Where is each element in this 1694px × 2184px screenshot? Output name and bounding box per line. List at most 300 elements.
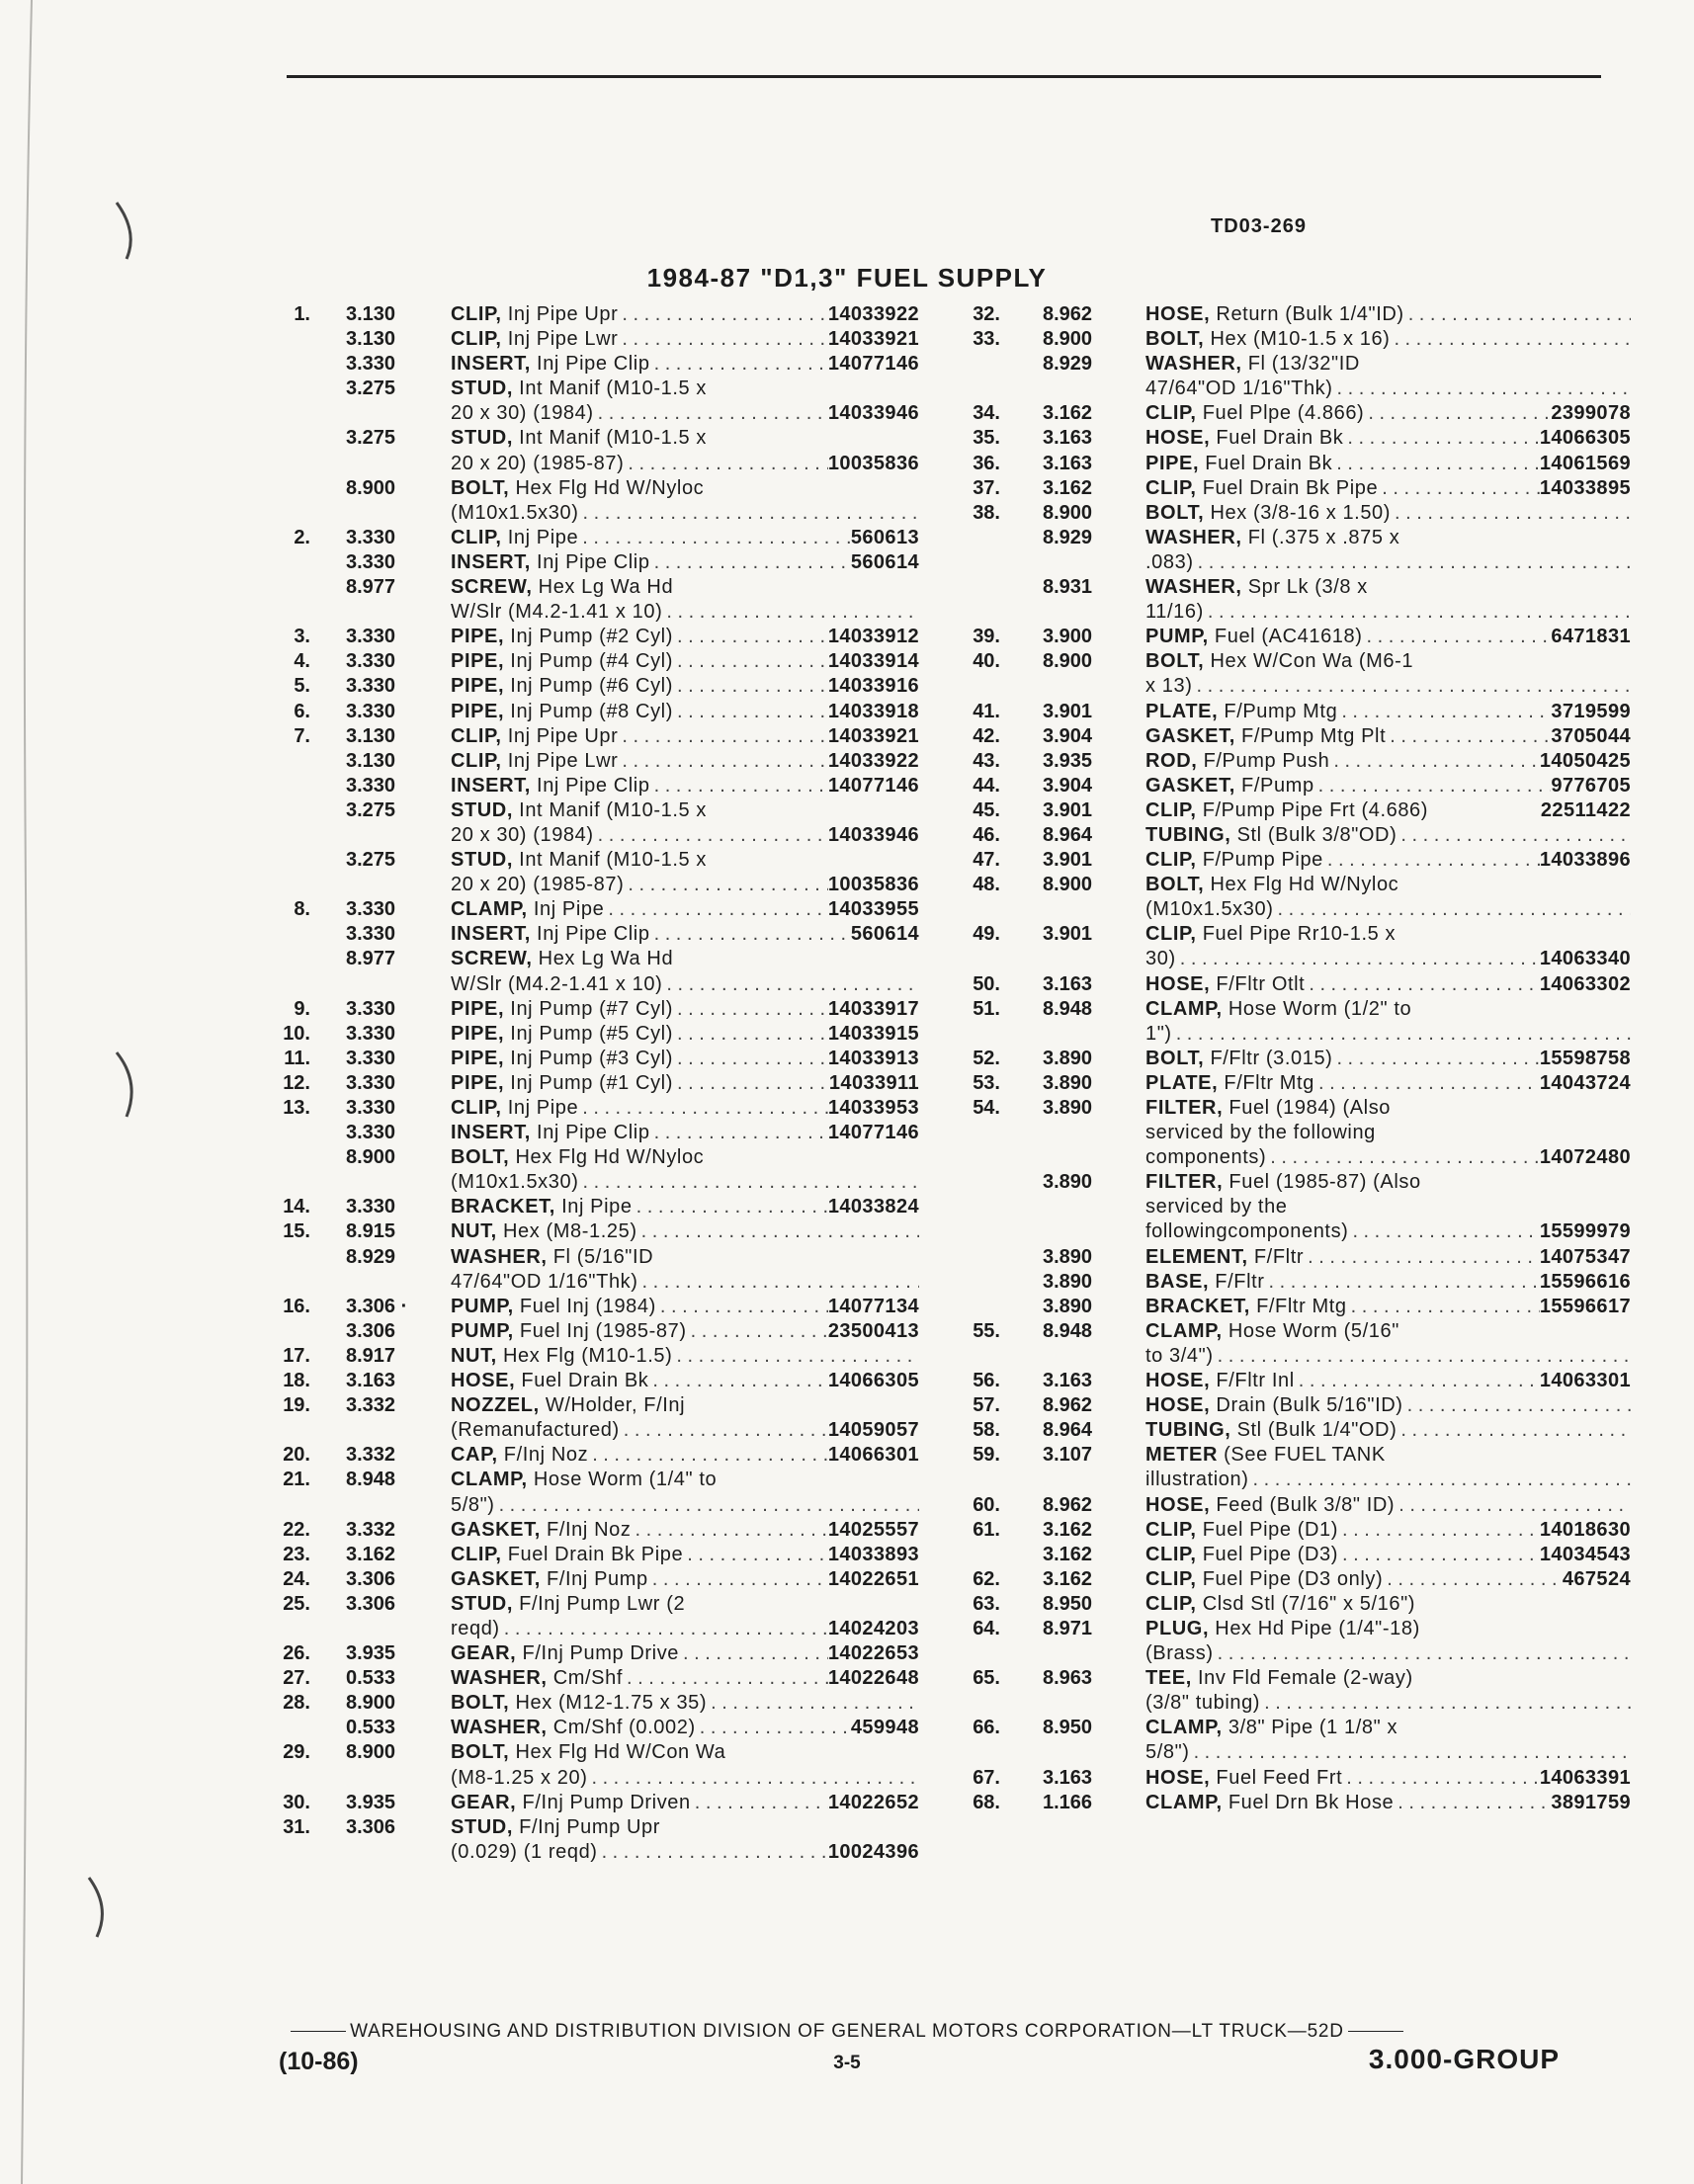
- parts-row: [949, 1592, 1631, 1617]
- part-description: [451, 1815, 919, 1840]
- part-description: [451, 1443, 919, 1468]
- part-detail: Inj Pipe Lwr: [501, 328, 619, 351]
- part-description: [451, 452, 919, 476]
- part-keyword: INSERT,: [451, 1122, 531, 1144]
- part-description: [451, 823, 919, 848]
- group-number: 3.330: [346, 626, 396, 648]
- part-keyword: BRACKET,: [1145, 1295, 1250, 1317]
- group-number: 3.275: [346, 378, 396, 400]
- part-description: [1145, 452, 1631, 476]
- dot-leader: [1420, 1617, 1631, 1641]
- part-description: [451, 401, 919, 426]
- part-detail: (Brass): [1145, 1642, 1214, 1665]
- part-number: 14077134: [827, 1295, 919, 1317]
- part-keyword: CLIP,: [451, 1543, 502, 1565]
- part-number: 14033893: [827, 1543, 919, 1565]
- part-description: [1145, 1270, 1631, 1295]
- part-detail: Hex Lg Wa Hd: [532, 576, 674, 599]
- dot-leader: [1192, 674, 1631, 699]
- part-detail: Int Manif (M10-1.5 x: [513, 849, 707, 872]
- part-description: [451, 1170, 919, 1195]
- part-keyword: CLAMP,: [1145, 1791, 1223, 1813]
- part-keyword: WASHER,: [451, 1667, 548, 1690]
- dot-leader: [1404, 302, 1631, 327]
- group-number: 8.900: [346, 1741, 396, 1764]
- part-detail: Fuel Feed Frt: [1210, 1766, 1343, 1789]
- part-description: [1145, 700, 1631, 724]
- item-number: 57.: [973, 1394, 1000, 1417]
- group-number: 3.163: [1043, 972, 1093, 995]
- dot-leader: [650, 352, 828, 377]
- group-number: 8.900: [1043, 328, 1093, 351]
- part-detail: F/Fltr Mtg: [1249, 1295, 1347, 1317]
- dot-leader: [660, 1815, 919, 1840]
- part-keyword: STUD,: [451, 1815, 513, 1838]
- part-detail: x 13): [1145, 675, 1193, 698]
- part-detail: Inj Pipe: [501, 1097, 579, 1119]
- parts-row: [949, 1195, 1631, 1219]
- part-keyword: INSERT,: [451, 774, 531, 797]
- part-description: [451, 1518, 919, 1543]
- parts-row: [949, 327, 1631, 352]
- part-detail: Inj Pipe Clip: [530, 923, 650, 946]
- part-detail: W/Slr (M4.2-1.41 x 10): [451, 972, 663, 995]
- item-number: 40.: [973, 650, 1000, 673]
- part-description: [451, 1319, 919, 1344]
- part-number: 14024203: [827, 1617, 919, 1639]
- dot-leader: [704, 1145, 919, 1170]
- part-detail: 20 x 30) (1984): [451, 402, 594, 425]
- group-number: 8.950: [1043, 1717, 1093, 1739]
- part-description: [1145, 575, 1631, 600]
- parts-row: [949, 1518, 1631, 1543]
- part-description: [1145, 550, 1631, 575]
- part-keyword: HOSE,: [1145, 1493, 1211, 1516]
- part-detail: F/Inj Noz: [540, 1518, 632, 1541]
- dot-leader: [1343, 426, 1539, 451]
- part-keyword: BOLT,: [1145, 874, 1205, 896]
- part-detail: Inj Pipe Clip: [530, 550, 650, 573]
- part-description: [451, 352, 919, 377]
- group-number: 3.330: [346, 923, 396, 946]
- item-number: 54.: [973, 1097, 1000, 1119]
- part-keyword: CLIP,: [451, 749, 502, 772]
- part-detail: reqd): [451, 1617, 500, 1639]
- part-keyword: CLIP,: [1145, 1592, 1197, 1615]
- part-keyword: WASHER,: [1145, 526, 1242, 548]
- dot-leader: [1386, 1443, 1631, 1468]
- item-number: 45.: [973, 798, 1000, 821]
- parts-row: [259, 1716, 919, 1740]
- part-description: [451, 426, 919, 451]
- dot-leader: [648, 1369, 827, 1393]
- part-detail: Spr Lk (3/8 x: [1241, 576, 1368, 599]
- part-keyword: PIPE,: [451, 650, 505, 673]
- item-number: 33.: [973, 328, 1000, 351]
- part-detail: (M10x1.5x30): [1145, 898, 1274, 921]
- part-number: 15596616: [1539, 1270, 1631, 1293]
- part-detail: Hose Worm (1/4" to: [527, 1469, 718, 1491]
- dot-leader: [1314, 1071, 1540, 1096]
- parts-row: [259, 625, 919, 649]
- item-number: 24.: [283, 1567, 310, 1590]
- dot-leader: [707, 798, 919, 823]
- part-detail: F/Inj Pump Drive: [516, 1642, 680, 1665]
- item-number: 62.: [973, 1567, 1000, 1590]
- part-description: [451, 1393, 919, 1418]
- part-detail: W/Slr (M4.2-1.41 x 10): [451, 601, 663, 624]
- item-number: 13.: [283, 1097, 310, 1119]
- part-keyword: NUT,: [451, 1220, 497, 1243]
- parts-row: [949, 1617, 1631, 1641]
- part-description: [451, 1245, 919, 1270]
- part-keyword: BOLT,: [451, 1146, 510, 1169]
- part-description: [1145, 897, 1631, 922]
- parts-row: [949, 997, 1631, 1022]
- parts-row: [259, 575, 919, 600]
- dot-leader: [1378, 476, 1540, 501]
- group-number: 3.330: [346, 650, 396, 673]
- parts-row: [949, 649, 1631, 674]
- part-detail: followingcomponents): [1145, 1220, 1349, 1243]
- parts-row: [949, 1245, 1631, 1270]
- part-keyword: TEE,: [1145, 1667, 1192, 1690]
- part-description: [1145, 600, 1631, 625]
- dot-leader: [1288, 1195, 1631, 1219]
- item-number: 39.: [973, 626, 1000, 648]
- dot-leader: [696, 1716, 851, 1740]
- part-description: [451, 1567, 919, 1592]
- part-number: 14033922: [827, 749, 919, 772]
- parts-row: [259, 1145, 919, 1170]
- part-keyword: PIPE,: [451, 997, 505, 1020]
- part-description: [1145, 1344, 1631, 1369]
- group-number: 3.901: [1043, 849, 1093, 872]
- part-description: [1145, 476, 1631, 501]
- parts-row: [259, 401, 919, 426]
- part-detail: Hex Flg Hd W/Nyloc: [509, 1146, 705, 1169]
- part-keyword: GASKET,: [451, 1567, 541, 1590]
- parts-row: [259, 1791, 919, 1815]
- part-detail: Inj Pipe Clip: [530, 774, 650, 797]
- document-number: TD03-269: [1211, 215, 1307, 237]
- group-number: 3.162: [1043, 476, 1093, 499]
- dot-leader: [1295, 1369, 1540, 1393]
- part-description: [451, 798, 919, 823]
- part-description: [1145, 1740, 1631, 1765]
- part-keyword: CLIP,: [1145, 476, 1197, 499]
- part-number: 14033953: [827, 1097, 919, 1119]
- dot-leader: [1397, 1418, 1631, 1443]
- item-number: 49.: [973, 923, 1000, 946]
- dot-leader: [662, 600, 919, 625]
- part-number: 23500413: [827, 1319, 919, 1342]
- part-detail: F/Inj Noz: [497, 1444, 589, 1467]
- part-keyword: CLAMP,: [1145, 1319, 1223, 1342]
- part-keyword: PLUG,: [1145, 1617, 1210, 1639]
- parts-row: [259, 749, 919, 774]
- group-number: 3.890: [1043, 1047, 1093, 1069]
- parts-row: [949, 823, 1631, 848]
- parts-row: [949, 1121, 1631, 1145]
- part-detail: Int Manif (M10-1.5 x: [513, 798, 707, 821]
- group-number: 8.931: [1043, 576, 1093, 599]
- parts-row: [949, 526, 1631, 550]
- group-number: 8.900: [1043, 874, 1093, 896]
- group-number: 3.900: [1043, 626, 1093, 648]
- part-number: 2399078: [1551, 402, 1631, 425]
- part-detail: Hex Flg (M10-1.5): [496, 1344, 673, 1367]
- part-number: 14033916: [827, 675, 919, 698]
- part-keyword: TUBING,: [1145, 1419, 1231, 1442]
- part-detail: Fuel Drain Bk Pipe: [1196, 476, 1379, 499]
- item-number: 35.: [973, 427, 1000, 450]
- group-number: 1.166: [1043, 1791, 1093, 1813]
- part-keyword: GEAR,: [451, 1791, 517, 1813]
- dot-leader: [1403, 1393, 1631, 1418]
- group-number: 8.915: [346, 1220, 396, 1243]
- dot-leader: [673, 1022, 828, 1047]
- group-number: 3.330: [346, 774, 396, 797]
- part-keyword: CLAMP,: [1145, 1717, 1223, 1739]
- footer-date: (10-86): [279, 2048, 359, 2075]
- part-detail: Inv Fld Female (2-way): [1191, 1667, 1413, 1690]
- parts-row: [259, 1518, 919, 1543]
- part-number: 22511422: [1540, 798, 1631, 821]
- part-number: 459948: [850, 1717, 919, 1739]
- part-number: 467524: [1562, 1567, 1631, 1590]
- dot-leader: [1376, 1121, 1631, 1145]
- part-description: [451, 972, 919, 997]
- dot-leader: [624, 452, 827, 476]
- dot-leader: [578, 1096, 828, 1121]
- parts-row: [949, 749, 1631, 774]
- dot-leader: [1172, 1022, 1631, 1047]
- part-description: [451, 1493, 919, 1518]
- part-description: [1145, 1047, 1631, 1071]
- dot-leader: [1364, 401, 1551, 426]
- item-number: 42.: [973, 724, 1000, 747]
- part-detail: F/Pump Mtg Plt: [1234, 724, 1387, 747]
- dot-leader: [1338, 1518, 1540, 1543]
- part-keyword: WASHER,: [451, 1245, 548, 1268]
- part-description: [1145, 327, 1631, 352]
- part-number: 14018630: [1539, 1518, 1631, 1541]
- part-description: [1145, 1443, 1631, 1468]
- part-description: [451, 897, 919, 922]
- part-number: 14033918: [827, 700, 919, 722]
- part-keyword: STUD,: [451, 378, 513, 400]
- group-number: 3.332: [346, 1518, 396, 1541]
- parts-row: [259, 1617, 919, 1641]
- part-number: 9776705: [1551, 774, 1631, 797]
- item-number: 52.: [973, 1047, 1000, 1069]
- part-description: [1145, 1195, 1631, 1219]
- dot-leader: [1273, 897, 1631, 922]
- part-detail: Clsd Stl (7/16" x 5/16"): [1196, 1592, 1416, 1615]
- part-description: [1145, 352, 1631, 377]
- page-title: 1984-87 "D1,3" FUEL SUPPLY: [646, 263, 1048, 293]
- item-number: 17.: [283, 1344, 310, 1367]
- part-keyword: HOSE,: [1145, 972, 1211, 995]
- part-description: [1145, 674, 1631, 699]
- parts-row: [949, 1716, 1631, 1740]
- part-number: 14033824: [827, 1196, 919, 1218]
- group-number: 0.533: [346, 1717, 396, 1739]
- dot-leader: [1391, 1096, 1631, 1121]
- parts-row: [259, 1418, 919, 1443]
- part-keyword: INSERT,: [451, 923, 531, 946]
- group-number: 3.162: [1043, 402, 1093, 425]
- item-number: 27.: [283, 1667, 310, 1690]
- part-detail: 20 x 30) (1984): [451, 823, 594, 846]
- item-number: 15.: [283, 1220, 310, 1243]
- item-number: 22.: [283, 1518, 310, 1541]
- dot-leader: [1396, 922, 1631, 947]
- part-description: [1145, 1096, 1631, 1121]
- part-description: [1145, 1468, 1631, 1492]
- group-number: 3.890: [1043, 1270, 1093, 1293]
- part-detail: Fuel Drain Bk: [515, 1370, 649, 1392]
- parts-row: [949, 352, 1631, 377]
- group-number: 3.330: [346, 1071, 396, 1094]
- parts-row: [259, 452, 919, 476]
- part-number: 14066305: [827, 1370, 919, 1392]
- part-description: [1145, 526, 1631, 550]
- part-detail: Int Manif (M10-1.5 x: [513, 427, 707, 450]
- part-description: [1145, 426, 1631, 451]
- group-number: 3.332: [346, 1394, 396, 1417]
- dot-leader: [578, 1170, 919, 1195]
- dot-leader: [685, 1592, 919, 1617]
- part-description: [451, 848, 919, 873]
- part-detail: W/Holder, F/Inj: [539, 1394, 686, 1417]
- parts-row: [949, 1567, 1631, 1592]
- part-description: [451, 600, 919, 625]
- part-description: [451, 674, 919, 699]
- part-keyword: PIPE,: [1145, 452, 1200, 474]
- dot-leader: [1413, 1666, 1631, 1691]
- item-number: 20.: [283, 1444, 310, 1467]
- parts-row: [949, 1666, 1631, 1691]
- group-number: 8.962: [1043, 1493, 1093, 1516]
- part-detail: F/Fltr: [1247, 1245, 1305, 1268]
- group-number: 3.901: [1043, 798, 1093, 821]
- part-keyword: WASHER,: [451, 1717, 548, 1739]
- part-detail: Inj Pipe Clip: [530, 1122, 650, 1144]
- dot-leader: [704, 476, 919, 501]
- dot-leader: [673, 1071, 829, 1096]
- part-description: [451, 1295, 919, 1319]
- group-number: 3.935: [1043, 749, 1093, 772]
- group-number: 8.929: [1043, 526, 1093, 548]
- part-number: 14022652: [827, 1791, 919, 1813]
- dot-leader: [1333, 377, 1631, 401]
- part-number: 14077146: [827, 353, 919, 376]
- part-keyword: FILTER,: [1145, 1097, 1224, 1119]
- part-description: [451, 873, 919, 897]
- dot-leader: [662, 972, 919, 997]
- parts-row: [259, 550, 919, 575]
- part-keyword: GASKET,: [1145, 774, 1235, 797]
- group-number: 3.306: [346, 1815, 396, 1838]
- part-keyword: INSERT,: [451, 353, 531, 376]
- part-description: [1145, 1641, 1631, 1666]
- parts-row: [949, 774, 1631, 798]
- part-keyword: BOLT,: [451, 1692, 510, 1715]
- part-number: 14033922: [827, 303, 919, 325]
- part-number: 560614: [850, 923, 919, 946]
- group-number: 3.163: [1043, 452, 1093, 474]
- item-number: 47.: [973, 849, 1000, 872]
- parts-row: [949, 1170, 1631, 1195]
- part-number: 14075347: [1539, 1245, 1631, 1268]
- parts-row: [949, 897, 1631, 922]
- part-description: [451, 1096, 919, 1121]
- parts-row: [949, 1219, 1631, 1244]
- group-number: 3.162: [1043, 1518, 1093, 1541]
- group-number: 8.900: [1043, 501, 1093, 524]
- dot-leader: [1348, 1219, 1539, 1244]
- part-number: 14050425: [1539, 749, 1631, 772]
- dot-leader: [673, 674, 828, 699]
- parts-row: [949, 1145, 1631, 1170]
- part-keyword: PUMP,: [451, 1319, 514, 1342]
- dot-leader: [618, 327, 827, 352]
- dot-leader: [673, 625, 828, 649]
- part-description: [1145, 798, 1631, 823]
- part-detail: Fl (.375 x .875 x: [1241, 526, 1400, 548]
- parts-row: [259, 1022, 919, 1047]
- part-keyword: SCREW,: [451, 948, 533, 970]
- group-number: 8.900: [346, 1146, 396, 1169]
- dot-leader: [672, 1344, 919, 1369]
- part-keyword: PIPE,: [451, 626, 505, 648]
- item-number: 30.: [283, 1791, 310, 1813]
- item-number: 9.: [294, 997, 310, 1020]
- part-description: [1145, 873, 1631, 897]
- part-description: [451, 1592, 919, 1617]
- part-number: 14063301: [1539, 1370, 1631, 1392]
- part-detail: Drain (Bulk 5/16"ID): [1210, 1394, 1403, 1417]
- parts-row: [259, 1592, 919, 1617]
- part-description: [1145, 1766, 1631, 1791]
- parts-row: [259, 426, 919, 451]
- part-number: 14033914: [827, 650, 919, 673]
- part-detail: Inj Pump (#8 Cyl): [504, 700, 673, 722]
- part-detail: Inj Pump (#2 Cyl): [504, 626, 673, 648]
- part-number: 15596617: [1539, 1295, 1631, 1317]
- parts-row: [259, 1245, 919, 1270]
- item-number: 26.: [283, 1642, 310, 1665]
- parts-row: [259, 823, 919, 848]
- part-keyword: CLIP,: [451, 328, 502, 351]
- part-detail: F/Pump Mtg: [1218, 700, 1338, 722]
- item-number: 56.: [973, 1370, 1000, 1392]
- part-detail: Fuel Pipe Rr10-1.5 x: [1196, 923, 1397, 946]
- parts-row: [259, 476, 919, 501]
- dot-leader: [1265, 1270, 1540, 1295]
- parts-row: [259, 302, 919, 327]
- part-keyword: GASKET,: [451, 1518, 541, 1541]
- part-detail: F/Pump Pipe: [1196, 849, 1323, 872]
- group-number: 3.330: [346, 1196, 396, 1218]
- part-detail: Cm/Shf: [547, 1667, 623, 1690]
- parts-row: [949, 1047, 1631, 1071]
- part-number: 15598758: [1539, 1047, 1631, 1069]
- parts-row: [259, 526, 919, 550]
- part-description: [1145, 1691, 1631, 1716]
